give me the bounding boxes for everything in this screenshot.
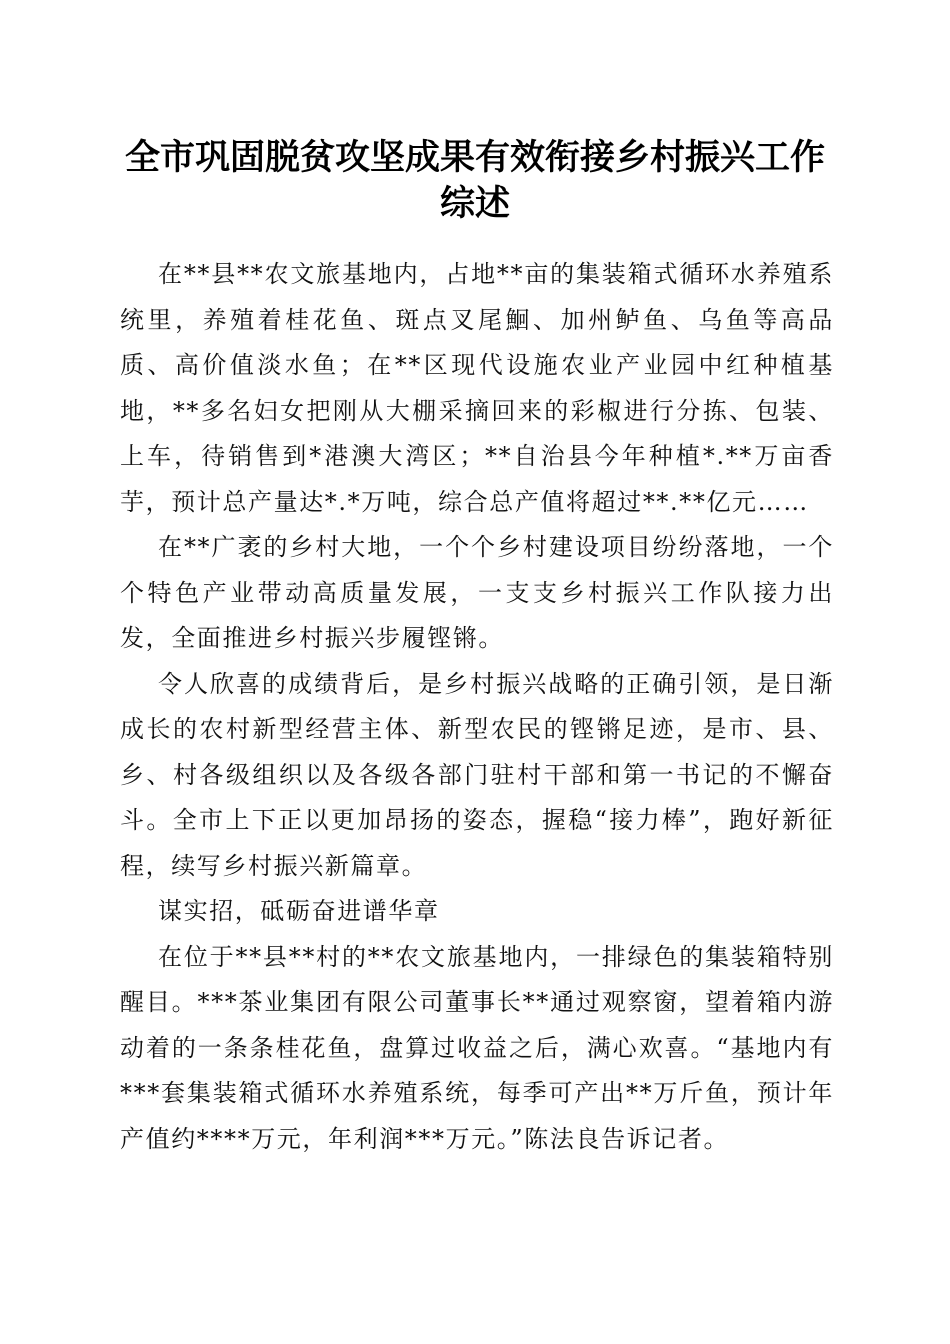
paragraph-rural-land: 在**广袤的乡村大地，一个个乡村建设项目纷纷落地，一个个特色产业带动高质量发展，一支支乡村振兴工作队接力出发，全面推进乡村振兴步履铿锵。: [120, 533, 834, 652]
title-line-1: 全市巩固脱贫攻坚成果有效衔接乡村振兴工作: [124, 137, 825, 178]
document-body: [120, 252, 834, 1162]
section-heading: 谋实招，砥砺奋进谱华章: [158, 897, 440, 925]
paragraph-intro: 在**县**农文旅基地内，占地**亩的集装箱式循环水养殖系统里，养殖着桂花鱼、斑点叉尾鮰、加州鲈鱼、乌鱼等高品质、高价值淡水鱼；在**区现代设施农业产业园中红种植基地，**多名妇女把刚从大棚采摘回来的彩椒进行分拣、包装、上车，待销售到*港澳大湾区；**自治县今年种植*.**万亩香芋，预计总产量达*.*万吨，综合总产值将超过**.**亿元……: [120, 260, 834, 516]
paragraph-achievements: 令人欣喜的成绩背后，是乡村振兴战略的正确引领，是日渐成长的农村新型经营主体、新型农民的铿锵足迹，是市、县、乡、村各级组织以及各级各部门驻村干部和第一书记的不懈奋斗。全市上下正以更加昂扬的姿态，握稳“接力棒”，跑好新征程，续写乡村振兴新篇章。: [120, 669, 834, 880]
paragraph-container-farm: 在位于**县**村的**农文旅基地内，一排绿色的集装箱特别醒目。***茶业集团有限公司董事长**通过观察窗，望着箱内游动着的一条条桂花鱼，盘算过收益之后，满心欢喜。“基地内有***套集装箱式循环水养殖系统，每季可产出**万斤鱼，预计年产值约****万元，年利润***万元。”陈法良告诉记者。: [120, 942, 834, 1153]
document-title: [60, 135, 890, 227]
title-line-2: 综述: [439, 183, 510, 224]
